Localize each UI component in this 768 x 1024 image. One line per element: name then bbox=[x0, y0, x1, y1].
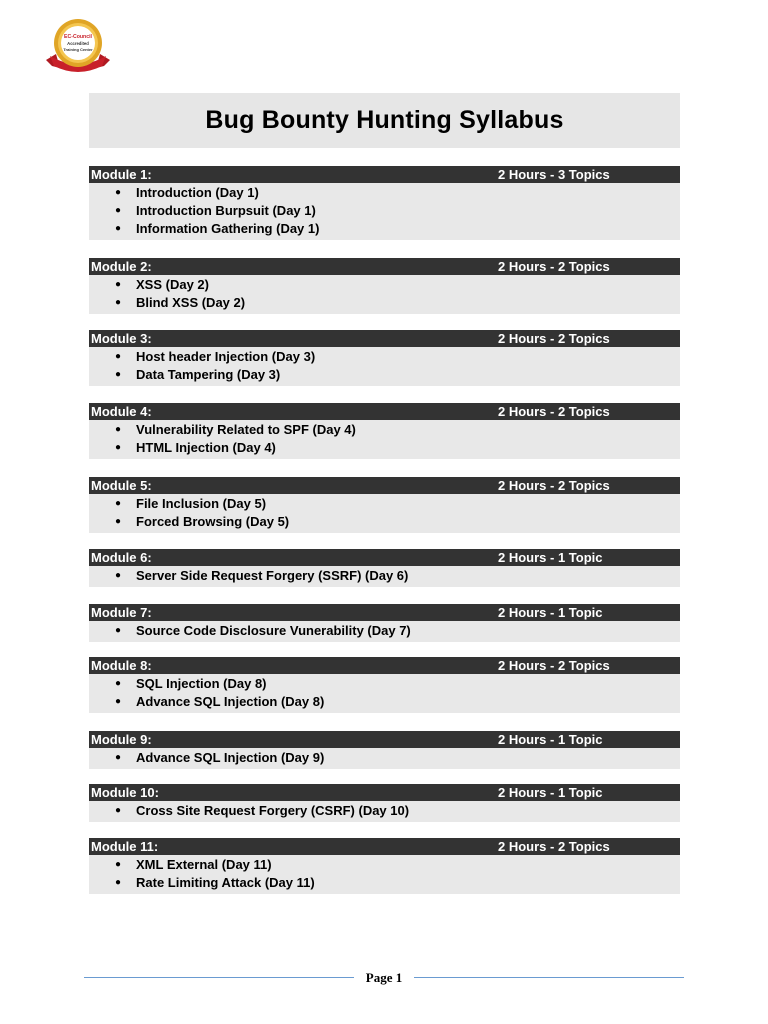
svg-text:Training Center: Training Center bbox=[63, 47, 93, 52]
module-block bbox=[89, 604, 680, 642]
module-label: Module 4: bbox=[91, 404, 152, 419]
module-topics bbox=[89, 748, 680, 769]
topic-text: Rate Limiting Attack (Day 11) bbox=[136, 875, 315, 890]
module-label: Module 5: bbox=[91, 478, 152, 493]
module-label: Module 2: bbox=[91, 259, 152, 274]
module-hours: 2 Hours - 2 Topics bbox=[498, 331, 610, 346]
topic-item bbox=[89, 366, 680, 384]
topic-item bbox=[89, 184, 680, 202]
bullet-icon: ● bbox=[115, 678, 122, 689]
module-topics bbox=[89, 183, 680, 240]
topic-text: Data Tampering (Day 3) bbox=[136, 367, 281, 382]
topic-item bbox=[89, 348, 680, 366]
module-hours: 2 Hours - 2 Topics bbox=[498, 259, 610, 274]
topic-text: Blind XSS (Day 2) bbox=[136, 295, 246, 310]
module-header bbox=[89, 784, 680, 801]
module-block bbox=[89, 657, 680, 713]
module-header bbox=[89, 330, 680, 347]
module-header bbox=[89, 657, 680, 674]
module-header bbox=[89, 549, 680, 566]
topic-text: Advance SQL Injection (Day 8) bbox=[136, 694, 325, 709]
bullet-icon: ● bbox=[115, 297, 122, 308]
bullet-icon: ● bbox=[115, 223, 122, 234]
topic-item bbox=[89, 856, 680, 874]
module-label: Module 10: bbox=[91, 785, 159, 800]
module-label: Module 6: bbox=[91, 550, 152, 565]
topic-text: SQL Injection (Day 8) bbox=[136, 676, 267, 691]
topic-item bbox=[89, 874, 680, 892]
module-block bbox=[89, 403, 680, 459]
topic-item bbox=[89, 202, 680, 220]
bullet-icon: ● bbox=[115, 877, 122, 888]
module-block bbox=[89, 838, 680, 894]
module-topics bbox=[89, 347, 680, 386]
module-hours: 2 Hours - 2 Topics bbox=[498, 658, 610, 673]
bullet-icon: ● bbox=[115, 516, 122, 527]
topic-text: Host header Injection (Day 3) bbox=[136, 349, 316, 364]
syllabus-title-box bbox=[89, 93, 680, 148]
module-label: Module 3: bbox=[91, 331, 152, 346]
module-label: Module 1: bbox=[91, 167, 152, 182]
module-topics bbox=[89, 674, 680, 713]
module-label: Module 11: bbox=[91, 839, 159, 854]
module-header bbox=[89, 403, 680, 420]
module-block bbox=[89, 330, 680, 386]
topic-text: Source Code Disclosure Vunerability (Day 7) bbox=[136, 623, 411, 638]
module-topics bbox=[89, 494, 680, 533]
module-topics bbox=[89, 566, 680, 587]
module-block bbox=[89, 784, 680, 822]
module-label: Module 7: bbox=[91, 605, 152, 620]
topic-text: Introduction (Day 1) bbox=[136, 185, 259, 200]
module-header bbox=[89, 477, 680, 494]
module-block bbox=[89, 258, 680, 314]
bullet-icon: ● bbox=[115, 570, 122, 581]
module-hours: 2 Hours - 1 Topic bbox=[498, 550, 603, 565]
page-number: Page 1 bbox=[365, 970, 403, 985]
module-header bbox=[89, 166, 680, 183]
bullet-icon: ● bbox=[115, 625, 122, 636]
topic-text: Server Side Request Forgery (SSRF) (Day 6) bbox=[136, 568, 409, 583]
topic-text: Introduction Burpsuit (Day 1) bbox=[136, 203, 316, 218]
footer-rule-right bbox=[414, 977, 684, 978]
module-topics bbox=[89, 855, 680, 894]
module-hours: 2 Hours - 2 Topics bbox=[498, 478, 610, 493]
svg-text:Accredited: Accredited bbox=[67, 41, 89, 46]
bullet-icon: ● bbox=[115, 279, 122, 290]
topic-item bbox=[89, 567, 680, 585]
topic-item bbox=[89, 220, 680, 238]
bullet-icon: ● bbox=[115, 442, 122, 453]
topic-text: Cross Site Request Forgery (CSRF) (Day 10) bbox=[136, 803, 410, 818]
topic-item bbox=[89, 276, 680, 294]
module-hours: 2 Hours - 1 Topic bbox=[498, 785, 603, 800]
module-topics bbox=[89, 801, 680, 822]
module-label: Module 8: bbox=[91, 658, 152, 673]
topic-item bbox=[89, 622, 680, 640]
bullet-icon: ● bbox=[115, 752, 122, 763]
topic-text: XSS (Day 2) bbox=[136, 277, 209, 292]
topic-text: File Inclusion (Day 5) bbox=[136, 496, 267, 511]
module-block bbox=[89, 166, 680, 240]
module-hours: 2 Hours - 1 Topic bbox=[498, 605, 603, 620]
topic-item bbox=[89, 749, 680, 767]
module-topics bbox=[89, 275, 680, 314]
bullet-icon: ● bbox=[115, 805, 122, 816]
topic-item bbox=[89, 802, 680, 820]
module-topics bbox=[89, 420, 680, 459]
module-hours: 2 Hours - 2 Topics bbox=[498, 839, 610, 854]
svg-text:EC-Council: EC-Council bbox=[64, 34, 92, 40]
bullet-icon: ● bbox=[115, 369, 122, 380]
topic-item bbox=[89, 693, 680, 711]
module-hours: 2 Hours - 1 Topic bbox=[498, 732, 603, 747]
bullet-icon: ● bbox=[115, 859, 122, 870]
module-block bbox=[89, 731, 680, 769]
topic-item bbox=[89, 513, 680, 531]
page-title: Bug Bounty Hunting Syllabus bbox=[205, 106, 564, 134]
topic-text: HTML Injection (Day 4) bbox=[136, 440, 276, 455]
module-header bbox=[89, 258, 680, 275]
module-header bbox=[89, 838, 680, 855]
topic-text: XML External (Day 11) bbox=[136, 857, 272, 872]
topic-item bbox=[89, 439, 680, 457]
topic-text: Advance SQL Injection (Day 9) bbox=[136, 750, 325, 765]
module-hours: 2 Hours - 2 Topics bbox=[498, 404, 610, 419]
bullet-icon: ● bbox=[115, 351, 122, 362]
module-header bbox=[89, 604, 680, 621]
topic-item bbox=[89, 294, 680, 312]
bullet-icon: ● bbox=[115, 205, 122, 216]
ec-council-seal-logo bbox=[42, 16, 114, 78]
bullet-icon: ● bbox=[115, 424, 122, 435]
topic-text: Vulnerability Related to SPF (Day 4) bbox=[136, 422, 356, 437]
module-block bbox=[89, 477, 680, 533]
module-header bbox=[89, 731, 680, 748]
topic-item bbox=[89, 495, 680, 513]
topic-text: Forced Browsing (Day 5) bbox=[136, 514, 290, 529]
bullet-icon: ● bbox=[115, 498, 122, 509]
bullet-icon: ● bbox=[115, 696, 122, 707]
topic-text: Information Gathering (Day 1) bbox=[136, 221, 320, 236]
footer-rule-left bbox=[84, 977, 354, 978]
topic-item bbox=[89, 675, 680, 693]
module-block bbox=[89, 549, 680, 587]
module-topics bbox=[89, 621, 680, 642]
topic-item bbox=[89, 421, 680, 439]
bullet-icon: ● bbox=[115, 187, 122, 198]
module-label: Module 9: bbox=[91, 732, 152, 747]
module-hours: 2 Hours - 3 Topics bbox=[498, 167, 610, 182]
